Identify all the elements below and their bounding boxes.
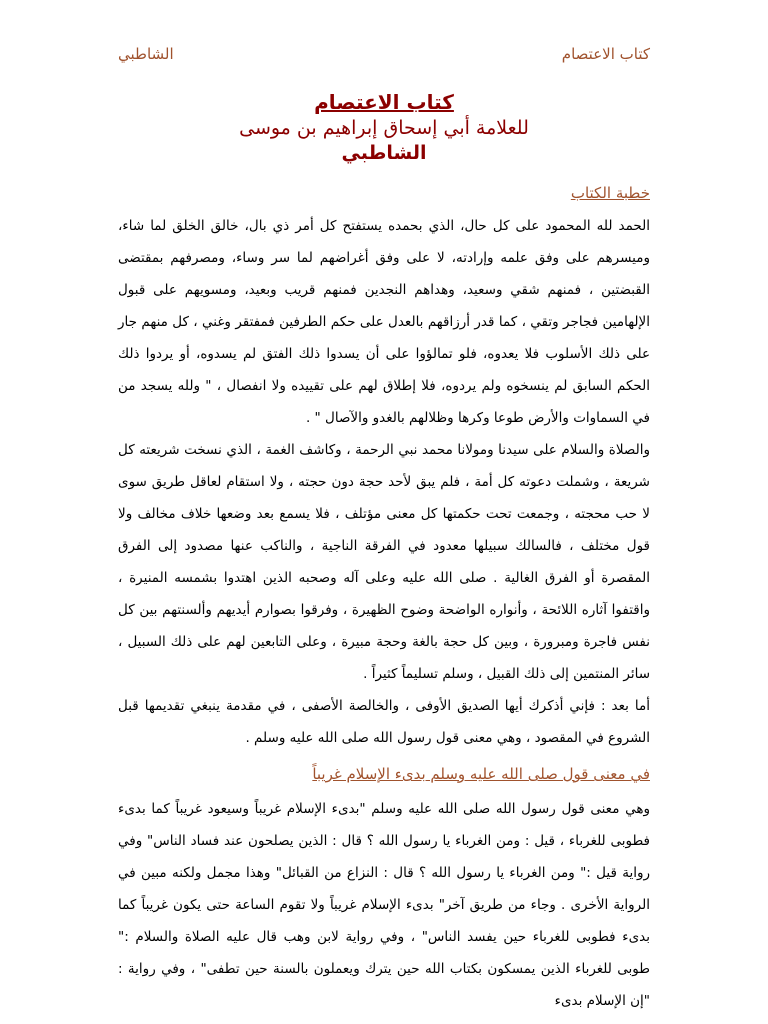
paragraph: الحمد لله المحمود على كل حال، الذي بحمده يستفتح كل أمر ذي بال، خالق الخلق لما شاء، وميسرهم على وفق علمه وإرادته، لا على وفق أغراضهم لما سر وساء، ومصرفهم بمقتضى القبضتين ، فمنهم شقي وسعيد، وهداهم النجدين فمنهم قريب وبعيد، ومسويهم على قبول الإلهامين فجاجر وتقي ، كما قدر أرزاقهم بالعدل على حكم الطرفين فمفتقر وغني ، كل منهم جار على ذلك الأسلوب فلا يعدوه، فلو تمالؤوا على أن يسدوا ذلك الفتق لم يسدوه، أو يردوا ذلك الحكم السابق لم ينسخوه ولم يردوه، فلا إطلاق لهم على تقييده ولا انفصال ، " ولله يسجد من في السماوات والأرض طوعا وكرها وظلالهم بالغدو والآصال " . <box>118 218 650 426</box>
paragraph: أما بعد : فإني أذكرك أيها الصديق الأوفى ، والخالصة الأصفى ، في مقدمة ينبغي تقديمها قبل الشروع في المقصود ، وهي معنى قول رسول الله صلى الله عليه وسلم . <box>118 698 650 746</box>
author-name: الشاطبي <box>341 142 427 164</box>
book-title: كتاب الاعتصام <box>314 90 454 114</box>
running-header <box>118 42 650 66</box>
paragraph: وهي معنى قول رسول الله صلى الله عليه وسلم "بدىء الإسلام غريباً وسيعود غريباً كما بدىء فطوبى للغرباء ، قيل : ومن الغرباء يا رسول الله ؟ قال : الذين يصلحون عند فساد الناس" وفي رواية قيل :" ومن الغرباء يا رسول الله ؟ قال : النزاع من القبائل" وهذا مجمل ولكنه مبين في الرواية الأخرى . وجاء من طريق آخر" بدىء الإسلام غريباً ولا تقوم الساعة حتى يكون غريباً كما بدىء فطوبى للغرباء حين يفسد الناس" ، وفي رواية لابن وهب قال عليه الصلاة والسلام :" طوبى للغرباء الذين يمسكون بكتاب الله حين يترك ويعملون بالسنة حين تطفى" ، وفي رواية : "إن الإسلام بدىء <box>118 801 650 1009</box>
header-author: الشاطبي <box>118 45 174 63</box>
section-heading-strangers: في معنى قول صلى الله عليه وسلم بدىء الإسلام غريباً <box>312 765 650 783</box>
title-block <box>100 88 668 166</box>
paragraph: والصلاة والسلام على سيدنا ومولانا محمد نبي الرحمة ، وكاشف الغمة ، الذي نسخت شريعته كل شريعة ، وشملت دعوته كل أمة ، فلم يبق لأحد حجة دون حجته ، ولا استقام لعاقل طريق سوى لا حب محجته ، وجمعت تحت حكمتها كل معنى مؤتلف ، فلا يسمع بعد وضعها خلاف مخالف ولا قول مختلف ، فالسالك سبيلها معدود في الفرقة الناجية ، والناكب عنها مصدود إلى الفرق المقصرة أو الفرق الغالية . صلى الله عليه وعلى آله وصحبه الذين اهتدوا بشمسه المنيرة ، واقتفوا آثاره اللائحة ، وأنواره الواضحة وضوح الظهيرة ، وفرقوا بصوارم أيديهم وألسنتهم بين كل نفس فاجرة ومبرورة ، وبين كل حجة بالغة وحجة مبيرة ، وعلى التابعين لهم على ذلك السبيل ، سائر المنتمين إلى ذلك القبيل ، وسلم تسليماً كثيراً . <box>118 442 650 682</box>
section-body-preface <box>118 210 650 754</box>
section-heading-preface: خطبة الكتاب <box>570 184 650 202</box>
author-line: للعلامة أبي إسحاق إبراهيم بن موسى <box>239 117 529 139</box>
section-body-strangers <box>118 793 650 1017</box>
header-book-title: كتاب الاعتصام <box>561 45 650 63</box>
